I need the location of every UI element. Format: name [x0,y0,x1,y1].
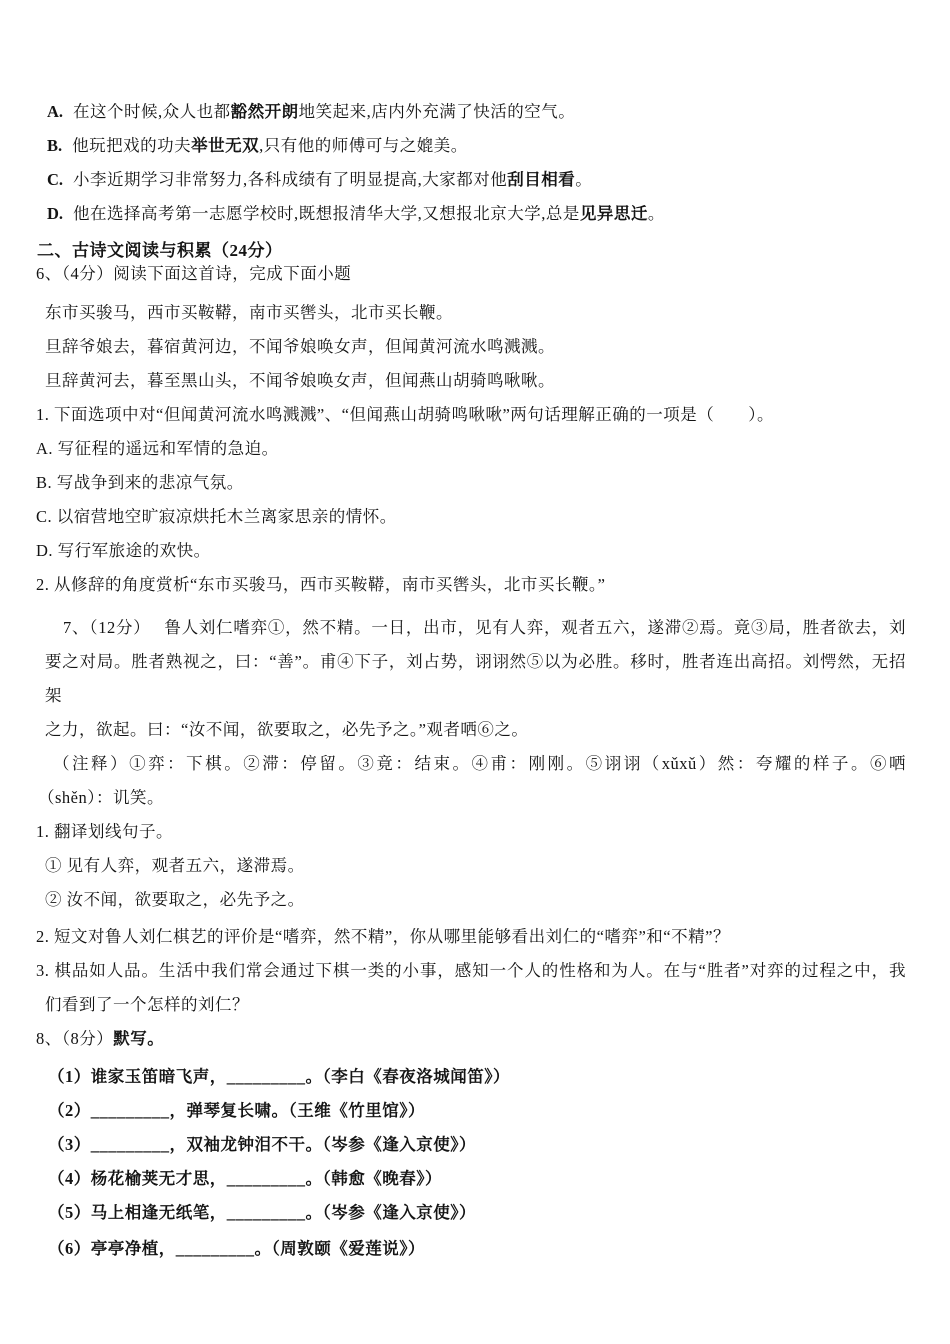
poem-line: 旦辞爷娘去，暮宿黄河边，不闻爷娘唤女声，但闻黄河流水鸣溅溅。 [45,337,555,356]
option-text: 他在选择高考第一志愿学校时,既想报清华大学,又想报北京大学,总是 [73,204,580,223]
option-text: 。 [647,204,665,223]
q7-passage-line: 之力，欲起。曰：“汝不闻，欲要取之，必先予之。”观者哂⑥之。 [45,720,529,739]
idiom-phrase: 见异思迁 [579,204,648,223]
q7-sub1-item-2: ② 汝不闻，欲要取之，必先予之。 [45,890,305,909]
idiom-option-c [47,163,906,197]
option-letter-c: C. [47,170,64,189]
poem-line: 旦辞黄河去，暮至黑山头，不闻爷娘唤女声，但闻燕山胡骑鸣啾啾。 [45,371,555,390]
q7-sub1: 1. 翻译划线句子。 [36,822,173,841]
q7-sub3-line: 们看到了一个怎样的刘仁？ [45,995,249,1014]
q8-item-3: （3）_________，双袖龙钟泪不干。（岑参《逢入京使》） [48,1135,476,1154]
option-text: 在这个时候,众人也都 [73,102,231,121]
q7-sub1-item-1: ① 见有人弈，观者五六，遂滞焉。 [45,856,305,875]
q8-item-2: （2）_________，弹琴复长啸。（王维《竹里馆》） [48,1101,425,1120]
section-heading: 二、古诗文阅读与积累（24分） [37,241,283,260]
q7-passage-line: 要之对局。胜者熟视之，曰：“善”。甫④下子，刘占势，诩诩然⑤以为必胜。移时，胜者连出高招。刘愕然，无招架 [45,652,906,705]
option-text: ,只有他的师傅可与之媲美。 [259,136,468,155]
option-text: 。 [575,170,593,189]
option-letter-d: D. [47,204,64,223]
q6-intro: 6、（4分）阅读下面这首诗，完成下面小题 [36,264,352,283]
q6-sub2: 2. 从修辞的角度赏析“东市买骏马，西市买鞍鞯，南市买辔头，北市买长鞭。” [36,575,606,594]
q6-sub1-option-a: A. 写征程的遥远和军情的急迫。 [36,439,279,458]
q7-notes-line: （shěn）：讥笑。 [38,788,164,807]
idiom-option-d [47,197,906,231]
option-letter-a: A. [47,102,64,121]
q8-header [36,1022,906,1056]
idiom-option-a [47,95,906,129]
q8-item-4: （4）杨花榆荚无才思，_________。（韩愈《晚春》） [48,1169,442,1188]
q6-sub1-option-d: D. 写行军旅途的欢快。 [36,541,211,560]
idiom-phrase: 举世无双 [191,136,260,155]
option-text: 他玩把戏的功夫 [72,136,192,155]
option-letter-b: B. [47,136,63,155]
q8-label: 8、（8分） [36,1029,114,1048]
q7-sub3-line: 3. 棋品如人品。生活中我们常会通过下棋一类的小事，感知一个人的性格和为人。在与“胜者”对弈的过程之中，我 [36,961,906,980]
q8-item-5: （5）马上相逢无纸笔，_________。（岑参《逢入京使》） [48,1203,476,1222]
q6-sub1-stem: 1. 下面选项中对“但闻黄河流水鸣溅溅”、“但闻燕山胡骑鸣啾啾”两句话理解正确的一项是（ ）。 [36,405,775,424]
q8-item-1: （1）谁家玉笛暗飞声，_________。（李白《春夜洛城闻笛》） [48,1067,510,1086]
q6-sub1-option-b: B. 写战争到来的悲凉气氛。 [36,473,244,492]
poem-line: 东市买骏马，西市买鞍鞯，南市买辔头，北市买长鞭。 [45,303,453,322]
idiom-phrase: 豁然开朗 [230,102,299,121]
q8-title: 默写。 [113,1029,165,1048]
q8-item-6: （6）亭亭净植，_________。（周敦颐《爱莲说》） [48,1239,425,1258]
q7-passage-line: 7、（12分） 鲁人刘仁嗜弈①，然不精。一日，出市，见有人弈，观者五六，遂滞②焉。竟③局，胜者欲去，刘 [63,618,906,637]
q7-notes-line: （注释）①弈：下棋。②滞：停留。③竟：结束。④甫：刚刚。⑤诩诩（xǔxǔ）然：夸耀的样子。⑥哂 [53,754,906,773]
idiom-phrase: 刮目相看 [507,170,576,189]
idiom-option-b [47,129,906,163]
option-text: 小李近期学习非常努力,各科成绩有了明显提高,大家都对他 [73,170,508,189]
option-text: 地笑起来,店内外充满了快活的空气。 [298,102,576,121]
q7-sub2: 2. 短文对鲁人刘仁棋艺的评价是“嗜弈，然不精”，你从哪里能够看出刘仁的“嗜弈”和“不精”？ [36,927,730,946]
q6-sub1-option-c: C. 以宿营地空旷寂凉烘托木兰离家思亲的情怀。 [36,507,397,526]
